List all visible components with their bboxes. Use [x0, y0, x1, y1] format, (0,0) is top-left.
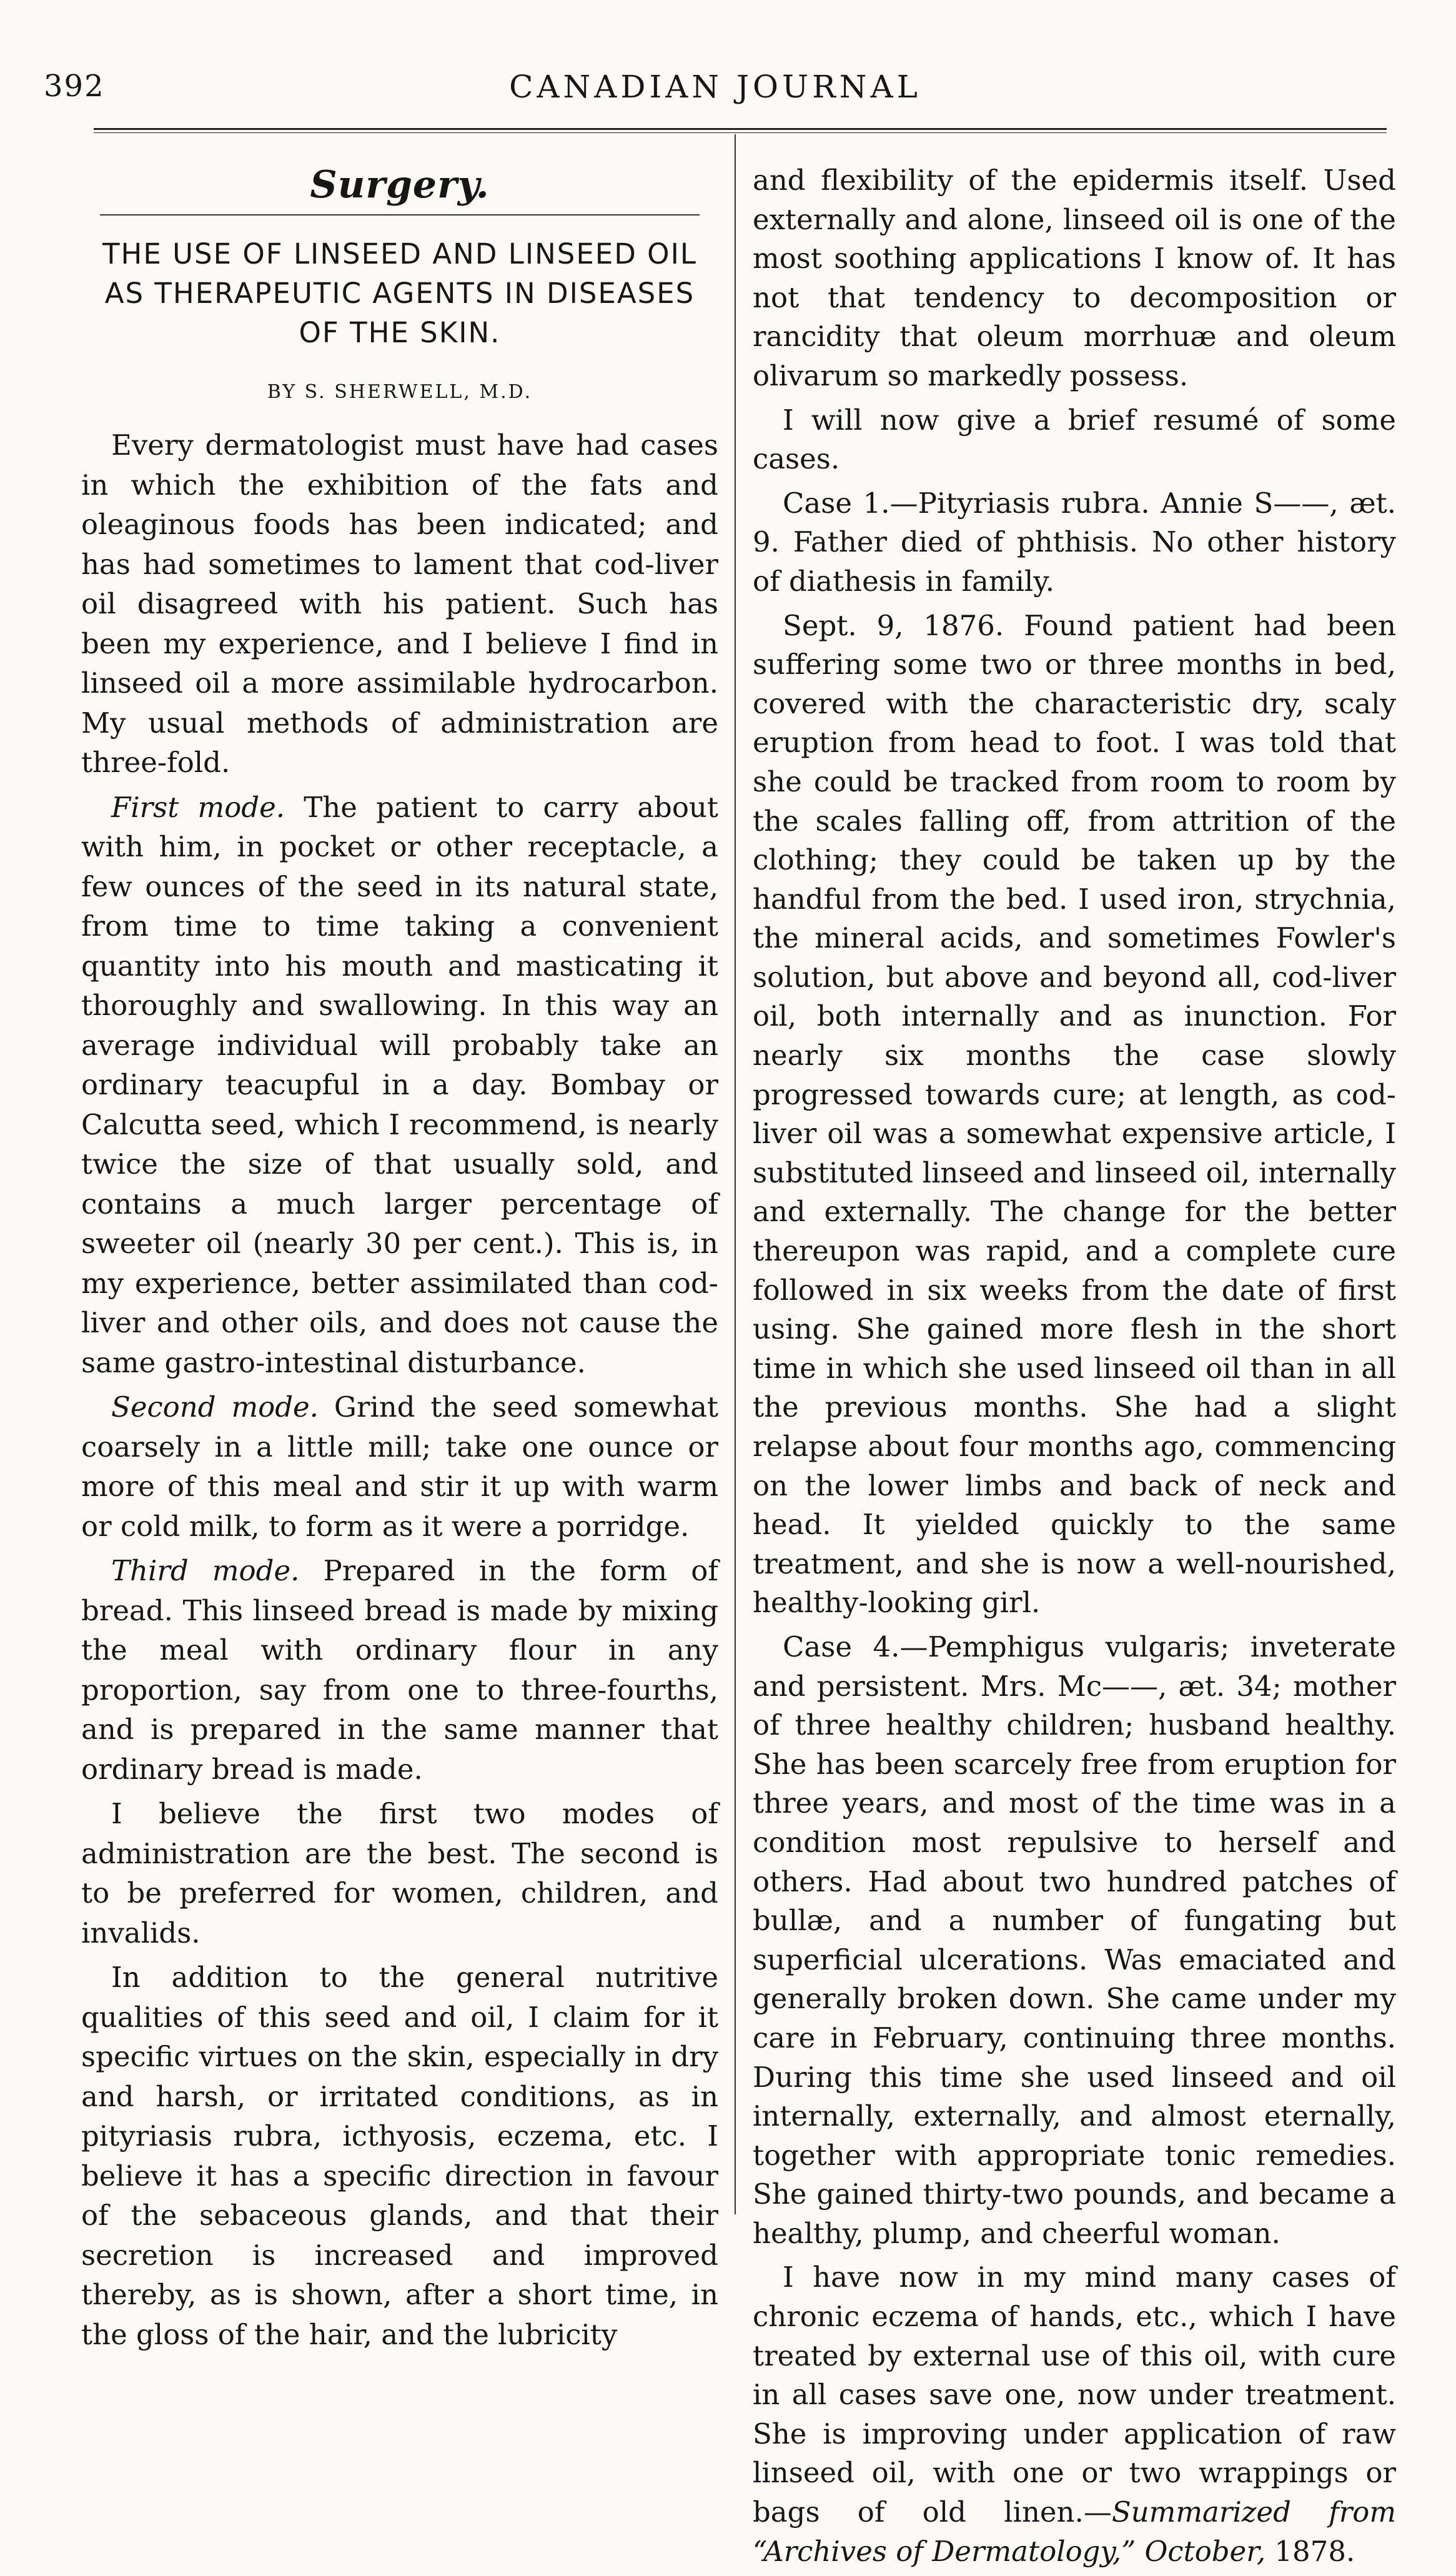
- intro-paragraph: Every dermatologist must have had cases in which the exhibition of the fats and oleaginous foods has been indicated; and has had sometimes to lament that cod-liver oil disagreed with his patient. Such has been my experience, and I believe I find in linseed oil a more assimilable hydrocarbon. My usual methods of administration are three-fold.: [81, 429, 718, 779]
- byline: BY S. SHERWELL, M.D.: [267, 380, 533, 403]
- section-rule: [100, 214, 700, 215]
- continuation-paragraph: and flexibility of the epidermis itself. Used externally and alone, linseed oil is one of the most soothing applications I know of. It has not that tendency to decomposition or rancidity that oleum morrhuæ and oleum olivarum so markedly possess.: [753, 164, 1396, 392]
- second-mode-label: Second mode.: [111, 1390, 319, 1424]
- header-rule: [94, 128, 1387, 133]
- second-mode-paragraph: [81, 1387, 718, 1546]
- first-mode-label: First mode.: [111, 790, 285, 824]
- article-title: THE USE OF LINSEED AND LINSEED OIL AS THERAPEUTIC AGENTS IN DISEASES OF THE SKIN.: [102, 237, 697, 349]
- right-column: [753, 161, 1396, 2576]
- case-1-paragraph: Case 1.—Pityriasis rubra. Annie S——, æt. 9. Father died of phthisis. No other history of diathesis in family.: [753, 486, 1396, 598]
- closing-text: I have now in my mind many cases of chronic eczema of hands, etc., which I have treated by external use of this oil, with cure in all cases save one, now under treatment. She is improving under application of raw linseed oil, with one or two wrappings or bags of old linen.—: [753, 2261, 1396, 2529]
- left-column: [81, 159, 718, 2359]
- first-mode-text: The patient to carry about with him, in pocket or other receptacle, a few ounces of the seed in its natural state, from time to time taking a convenient quantity into his mouth and masticating it thoroughly and swallowing. In this way an average individual will probably take an ordinary teacupful in a day. Bombay or Calcutta seed, which I recommend, is nearly twice the size of that usually sold, and contains a much larger percentage of sweeter oil (nearly 30 per cent.). This is, in my experience, better assimilated than cod-liver and other oils, and does not cause the same gastro-intestinal disturbance.: [81, 790, 718, 1379]
- running-title: CANADIAN JOURNAL: [509, 69, 921, 105]
- third-mode-paragraph: [81, 1551, 718, 1789]
- second-mode-text: Grind the seed somewhat coarsely in a little mill; take one ounce or more of this meal and stir it up with warm or cold milk, to form as it were a porridge.: [81, 1390, 718, 1543]
- page-header: [44, 69, 1387, 112]
- modes-summary-paragraph: I believe the first two modes of administration are the best. The second is to be preferred for women, children, and invalids.: [81, 1797, 718, 1949]
- citation-year: 1878.: [1265, 2534, 1355, 2568]
- third-mode-text: Prepared in the form of bread. This linseed bread is made by mixing the meal with ordinary flour in any proportion, say from one to three-fourths, and is prepared in the same manner that ordinary bread is made.: [81, 1554, 718, 1786]
- first-mode-paragraph: [81, 788, 718, 1383]
- column-divider: [735, 134, 736, 2214]
- third-mode-label: Third mode.: [111, 1554, 300, 1587]
- section-heading: Surgery.: [310, 163, 490, 207]
- case-4-paragraph: Case 4.—Pemphigus vulgaris; inveterate and persistent. Mrs. Mc——, æt. 34; mother of three healthy children; husband healthy. She has been scarcely free from eruption for three years, and most of the time was in a condition most repulsive to herself and others. Had about two hundred patches of bullæ, and a number of fungating but superficial ulcerations. Was emaciated and generally broken down. She came under my care in February, continuing three months. During this time she used linseed and oil internally, externally, and almost eternally, together with appropriate tonic remedies. She gained thirty-two pounds, and became a healthy, plump, and cheerful woman.: [753, 1630, 1396, 2250]
- closing-paragraph: [753, 2258, 1396, 2571]
- case-1-details-paragraph: Sept. 9, 1876. Found patient had been suffering some two or three months in bed, covered with the characteristic dry, scaly eruption from head to foot. I was told that she could be tracked from room to room by the scales falling off, from attrition of the clothing; they could be taken up by the handful from the bed. I used iron, strychnia, the mineral acids, and sometimes Fowler's solution, but above and beyond all, cod-liver oil, both internally and as inunction. For nearly six months the case slowly progressed towards cure; at length, as cod-liver oil was a somewhat expensive article, I substituted linseed and linseed oil, internally and externally. The change for the better thereupon was rapid, and a complete cure followed in six weeks from the date of first using. She gained more flesh in the short time in which she used linseed oil than in all the previous months. She had a slight relapse about four months ago, commencing on the lower limbs and back of neck and head. It yielded quickly to the same treatment, and she is now a well-nourished, healthy-looking girl.: [753, 608, 1396, 1620]
- citation-source: Summarized from “Archives of Dermatology,” October,: [753, 2495, 1396, 2568]
- cases-intro-paragraph: I will now give a brief resumé of some cases.: [753, 403, 1396, 476]
- page-number: 392: [44, 69, 105, 104]
- specific-virtues-paragraph: In addition to the general nutritive qualities of this seed and oil, I claim for it specific virtues on the skin, especially in dry and harsh, or irritated conditions, as in pityriasis rubra, icthyosis, eczema, etc. I believe it has a specific direction in favour of the sebaceous glands, and that their secretion is increased and improved thereby, as is shown, after a short time, in the gloss of the hair, and the lubricity: [81, 1961, 718, 2351]
